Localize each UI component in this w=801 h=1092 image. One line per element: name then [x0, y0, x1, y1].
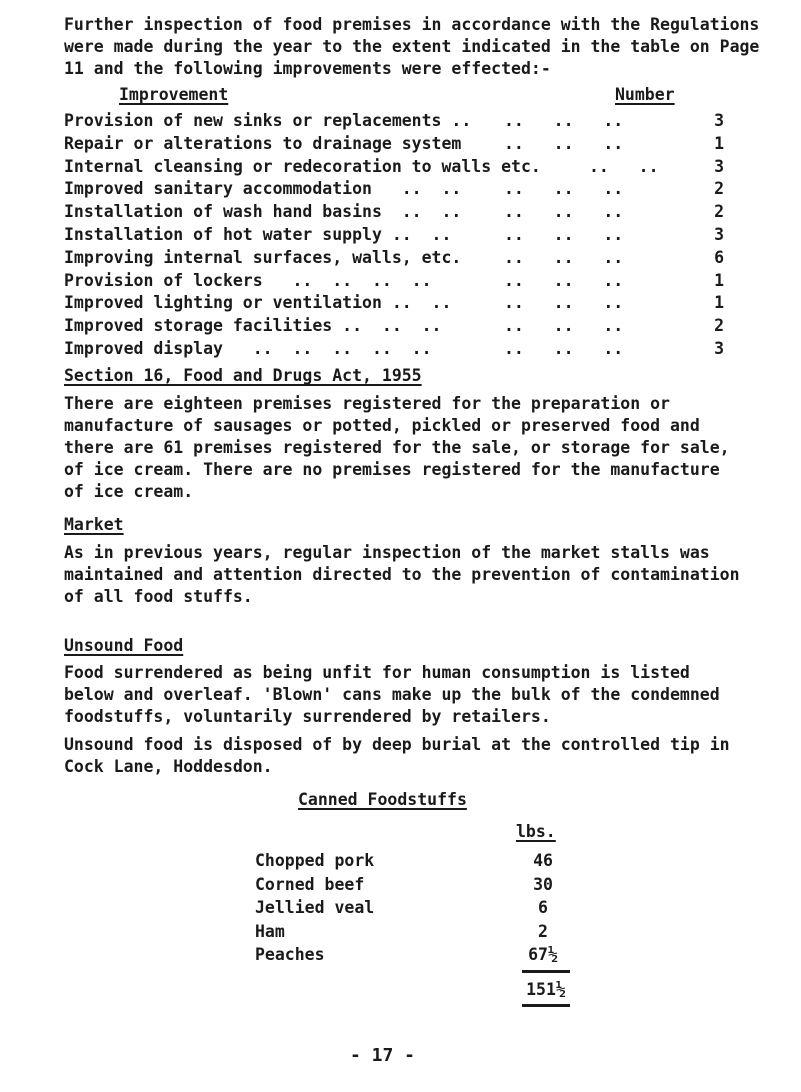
improvement-label: Installation of hot water supply .. .. — [64, 224, 452, 244]
table-row — [64, 316, 744, 339]
leader-dots: .. .. .. — [504, 270, 624, 290]
lbs-unit-header: lbs. — [516, 822, 556, 841]
improvement-number: 3 — [714, 111, 724, 130]
table-row — [64, 202, 744, 225]
table-row — [64, 339, 744, 362]
improvement-number: 1 — [714, 293, 724, 313]
table-row — [64, 271, 744, 294]
food-name: Jellied veal — [255, 898, 375, 917]
improvement-label: Installation of wash hand basins .. .. — [64, 202, 462, 222]
market-heading: Market — [64, 515, 124, 534]
leader-dots: .. .. .. — [504, 293, 624, 313]
list-item — [255, 898, 575, 922]
list-item — [255, 922, 575, 946]
food-quantity: 67½ — [528, 945, 558, 964]
section16-heading: Section 16, Food and Drugs Act, 1955 — [64, 366, 422, 385]
improvement-label: Provision of lockers .. .. .. .. — [64, 270, 432, 290]
intro-paragraph: Further inspection of food premises in accordance with the Regulations were made during the year to the extent indicated in the table on Page 11 and the following improvements were effected:- — [64, 15, 770, 78]
improvement-number: 3 — [714, 156, 724, 176]
total-top-rule — [522, 970, 570, 973]
list-item — [255, 945, 575, 969]
improvement-number: 2 — [714, 202, 724, 222]
leader-dots: .. .. .. — [504, 224, 624, 244]
food-quantity: 46 — [533, 851, 553, 870]
food-quantity: 6 — [538, 898, 548, 917]
improvement-number: 2 — [714, 316, 724, 336]
table-row — [64, 111, 744, 134]
food-name: Chopped pork — [255, 851, 375, 870]
leader-dots: .. .. .. — [504, 316, 624, 336]
market-text: As in previous years, regular inspection of the market stalls was maintained and attention directed to the prevention of contamination of all food stuffs. — [64, 543, 750, 606]
table-row — [64, 179, 744, 202]
food-name: Ham — [255, 921, 285, 941]
total-bottom-rule — [522, 1004, 570, 1007]
table-row — [64, 293, 744, 316]
improvement-label: Improving internal surfaces, walls, etc. — [64, 247, 462, 267]
leader-dots: .. .. .. — [504, 247, 624, 267]
table-row — [64, 225, 744, 248]
leader-dots: .. .. .. — [504, 338, 624, 358]
improvements-table — [64, 111, 744, 362]
improvement-label: Provision of new sinks or replacements .. — [64, 111, 472, 130]
market-paragraph — [64, 542, 750, 608]
page-number: - 17 - — [350, 1045, 416, 1066]
improvement-label: Improved sanitary accommodation .. .. — [64, 179, 462, 199]
improvement-label: Internal cleansing or redecoration to walls etc. — [64, 156, 541, 176]
improvement-number: 1 — [714, 133, 724, 153]
canned-foodstuffs-list — [255, 851, 575, 969]
improvement-label: Improved display .. .. .. .. .. — [64, 338, 432, 358]
food-name: Corned beef — [255, 874, 365, 894]
improvement-number: 1 — [714, 270, 724, 290]
leader-dots: .. .. .. — [504, 202, 624, 222]
leader-dots: .. .. — [589, 156, 659, 176]
table-row — [64, 157, 744, 180]
leader-dots: .. .. .. — [504, 179, 624, 199]
improvement-number: 3 — [714, 224, 724, 244]
unsound-food-paragraph: Food surrendered as being unfit for human consumption is listed below and overleaf. 'Blown' cans make up the bulk of the condemned foodstuffs, voluntarily surrendered by retailers. — [64, 663, 730, 726]
improvement-number: 3 — [714, 338, 724, 358]
food-quantity: 30 — [533, 874, 553, 894]
improvement-label: Repair or alterations to drainage system — [64, 133, 462, 153]
unsound-food-heading: Unsound Food — [64, 636, 184, 655]
improvement-label: Improved storage facilities .. .. .. — [64, 316, 442, 336]
food-name: Peaches — [255, 945, 325, 964]
table-row — [64, 134, 744, 157]
improvement-number: 2 — [714, 179, 724, 199]
section16-paragraph: There are eighteen premises registered for the preparation or manufacture of sausages or potted, pickled or preserved food and there are 61 premises registered for the sale, or storage for sale, of ice cream. There are no premises registered for the manufacture of ice cream. — [64, 394, 740, 501]
canned-total: 151½ — [526, 980, 566, 999]
canned-foodstuffs-heading: Canned Foodstuffs — [298, 790, 467, 809]
leader-dots: .. .. .. — [504, 133, 624, 153]
food-quantity: 2 — [538, 921, 548, 941]
disposal-paragraph: Unsound food is disposed of by deep burial at the controlled tip in Cock Lane, Hoddesdon. — [64, 735, 740, 776]
list-item — [255, 875, 575, 899]
improvement-column-header: Improvement — [119, 85, 229, 104]
list-item — [255, 851, 575, 875]
number-column-header: Number — [615, 85, 675, 104]
improvement-number: 6 — [714, 247, 724, 267]
table-row — [64, 248, 744, 271]
improvement-label: Improved lighting or ventilation .. .. — [64, 293, 452, 313]
leader-dots: .. .. .. — [504, 111, 624, 130]
